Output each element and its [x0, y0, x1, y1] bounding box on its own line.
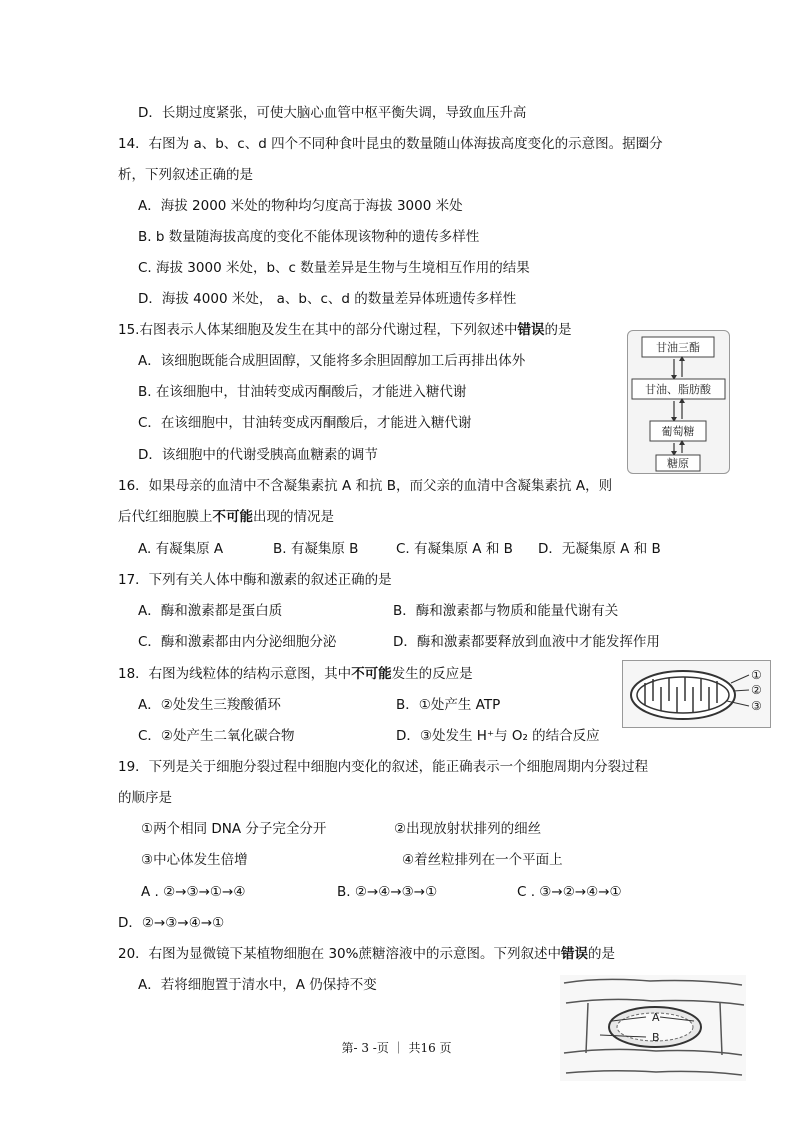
- q19-option-b: B. ②→④→③→①: [337, 884, 438, 900]
- q18-figure-svg: [623, 661, 770, 727]
- q18-leader1: [731, 675, 749, 683]
- q14-option-b: B. b 数量随海拔高度的变化不能体现该物种的遗传多样性: [138, 229, 480, 245]
- q15-stem: [118, 321, 571, 339]
- q20-stem-bold: 错误: [560, 946, 588, 962]
- q17-option-a: A．酶和激素都是蛋白质: [138, 603, 283, 619]
- q16-stem-line2: [118, 508, 334, 526]
- q14-option-c: C. 海拔 3000 米处，b、c 数量差异是生物与生境相互作用的结果: [138, 260, 530, 276]
- q18-option-d: D．③处发生 H⁺与 O₂ 的结合反应: [396, 728, 600, 744]
- q15-stem-pre: 15.右图表示人体某细胞及发生在其中的部分代谢过程，下列叙述中: [118, 322, 518, 338]
- q16-stem-line1: 16．如果母亲的血清中不含凝集素抗 A 和抗 B，而父亲的血清中含凝集素抗 A，则: [118, 478, 613, 494]
- q17-option-d: D．酶和激素都要释放到血液中才能发挥作用: [393, 634, 660, 650]
- q19-option-a: A . ②→③→①→④: [141, 884, 246, 900]
- q15-box2-label: 甘油、脂肪酸: [645, 383, 711, 396]
- q20-label-b: B: [652, 1031, 660, 1044]
- q15-option-b: B. 在该细胞中，甘油转变成丙酮酸后，才能进入糖代谢: [138, 384, 467, 400]
- q19-stem-line2: 的顺序是: [118, 790, 172, 806]
- q18-stem: [118, 665, 473, 683]
- q16-stem2-post: 出现的情况是: [253, 509, 334, 525]
- q14-option-d: D．海拔 4000 米处， a、b、c、d 的数量差异体班遗传多样性: [138, 291, 517, 307]
- q18-stem-pre: 18．右图为线粒体的结构示意图，其中: [118, 666, 352, 682]
- q18-label2: ②: [751, 683, 762, 697]
- q15-figure-svg: [628, 331, 729, 473]
- q18-option-a: A．②处发生三羧酸循环: [138, 697, 281, 713]
- q20-figure-svg: [560, 975, 746, 1081]
- q20-stem: [118, 945, 615, 963]
- q13-option-d: D．长期过度紧张，可使大脑心血管中枢平衡失调，导致血压升高: [138, 105, 527, 121]
- q15-box1-label: 甘油三酯: [656, 341, 700, 354]
- q20-stem-post: 的是: [587, 946, 615, 962]
- q18-label1: ①: [751, 668, 762, 682]
- q15-stem-post: 的是: [544, 322, 572, 338]
- q16-stem2-bold: 不可能: [212, 509, 253, 525]
- q15-box3-label: 葡萄糖: [661, 425, 695, 438]
- q16-option-a: A. 有凝集原 A: [138, 541, 224, 557]
- q18-inner-membrane: [637, 677, 729, 713]
- q20-option-a: A．若将细胞置于清水中，A 仍保持不变: [138, 977, 377, 993]
- q20-cell-wall-top: [566, 999, 744, 1005]
- q17-option-c: C．酶和激素都由内分泌细胞分泌: [138, 634, 337, 650]
- q15-option-d: D．该细胞中的代谢受胰高血糖素的调节: [138, 447, 378, 463]
- q18-mitochondrion-figure: [622, 660, 771, 728]
- q15-option-a: A．该细胞既能合成胆固醇，又能将多余胆固醇加工后再排出体外: [138, 353, 526, 369]
- q14-stem-line2: 析，下列叙述正确的是: [118, 167, 253, 183]
- q18-label3: ③: [751, 699, 762, 713]
- q20-stem-pre: 20．右图为显微镜下某植物细胞在 30%蔗糖溶液中的示意图。下列叙述中: [118, 946, 561, 962]
- q20-cell-wall-bottom-outer: [566, 1071, 742, 1075]
- page-footer: 第- 3 -页 ｜ 共16 页: [341, 1041, 452, 1055]
- q15-metabolism-figure: [627, 330, 730, 474]
- q16-stem2-pre: 后代红细胞膜上: [118, 509, 213, 525]
- q16-option-d: D．无凝集原 A 和 B: [538, 541, 661, 557]
- q18-option-b: B．①处产生 ATP: [396, 697, 501, 713]
- q19-item-2: ②出现放射状排列的细丝: [394, 821, 542, 837]
- q18-stem-post: 发生的反应是: [391, 666, 473, 682]
- q15-stem-bold: 错误: [517, 322, 545, 338]
- q15-box4-label: 糖原: [667, 457, 689, 470]
- q20-label-a: A: [652, 1011, 660, 1024]
- q20-cell-wall-top-outer: [564, 979, 742, 985]
- q19-item-3: ③中心体发生倍增: [141, 852, 248, 868]
- q19-item-4: ④着丝粒排列在一个平面上: [402, 852, 563, 868]
- q18-stem-bold: 不可能: [351, 666, 392, 682]
- q16-option-b: B. 有凝集原 B: [273, 541, 359, 557]
- q19-stem-line1: 19．下列是关于细胞分裂过程中细胞内变化的叙述，能正确表示一个细胞周期内分裂过程: [118, 759, 649, 775]
- q18-leader2: [733, 690, 749, 691]
- q14-stem-line1: 14．右图为 a、b、c、d 四个不同种食叶昆虫的数量随山体海拔高度变化的示意图。据圈分: [118, 136, 663, 152]
- q20-plant-cell-figure: [560, 975, 746, 1081]
- q15-option-c: C．在该细胞中，甘油转变成丙酮酸后，才能进入糖代谢: [138, 415, 472, 431]
- q19-option-c: C . ③→②→④→①: [517, 884, 622, 900]
- q19-item-1: ①两个相同 DNA 分子完全分开: [141, 821, 327, 837]
- q16-option-c: C. 有凝集原 A 和 B: [396, 541, 513, 557]
- q14-option-a: A．海拔 2000 米处的物种均匀度高于海拔 3000 米处: [138, 198, 463, 214]
- q18-option-c: C．②处产生二氧化碳合物: [138, 728, 295, 744]
- q17-stem: 17．下列有关人体中酶和激素的叙述正确的是: [118, 572, 392, 588]
- q19-option-d: D．②→③→④→①: [118, 915, 225, 931]
- q17-option-b: B．酶和激素都与物质和能量代谢有关: [393, 603, 619, 619]
